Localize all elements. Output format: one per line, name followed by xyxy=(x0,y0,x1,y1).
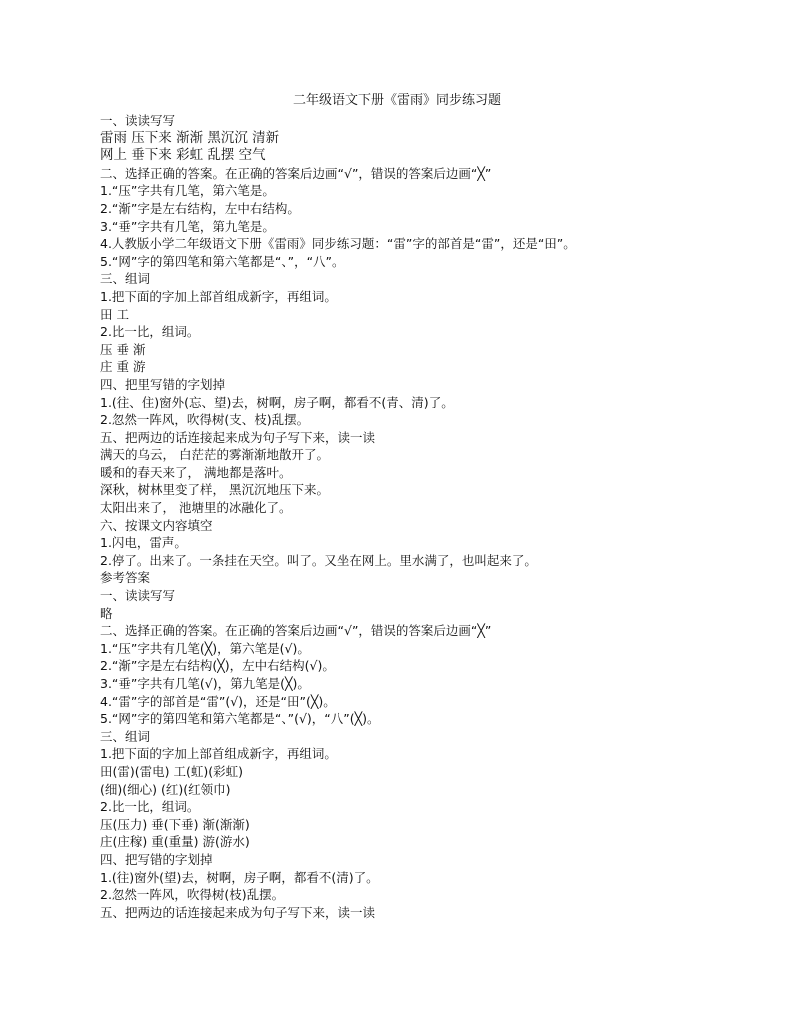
answer-line: 庄(庄稼) 重(重量) 游(游水) xyxy=(100,834,250,850)
question-line: 太阳出来了， 池塘里的冰融化了。 xyxy=(100,500,292,516)
document-body xyxy=(100,112,660,921)
section-heading: 二、选择正确的答案。在正确的答案后边画“√”，错误的答案后边画“╳” xyxy=(100,165,492,181)
question-line: 1.“压”字共有几笔，第六笔是。 xyxy=(100,183,275,199)
section-heading: 四、把里写错的字划掉 xyxy=(100,376,226,392)
word-list-line: 雷雨 压下来 渐渐 黑沉沉 清新 xyxy=(100,129,280,146)
question-line: 2.忽然一阵风，吹得树(支、枝)乱摆。 xyxy=(100,412,310,428)
answer-line: 田(雷)(雷电) 工(虹)(彩虹) xyxy=(100,763,243,779)
document-title: 二年级语文下册《雷雨》同步练习题 xyxy=(292,93,501,108)
answer-line: 2.比一比，组词。 xyxy=(100,799,200,815)
question-line: 4.人教版小学二年级语文下册《雷雨》同步练习题：“雷”字的部首是“雷”，还是“田”。 xyxy=(100,236,576,252)
answer-line: 1.“压”字共有几笔(╳)，第六笔是(√)。 xyxy=(100,640,310,656)
question-line: 庄 重 游 xyxy=(100,359,146,375)
answer-line: 略 xyxy=(100,605,113,621)
section-heading: 六、按课文内容填空 xyxy=(100,517,213,533)
answer-line: 2.忽然一阵风，吹得树(枝)乱摆。 xyxy=(100,887,285,903)
answer-line: (细)(细心) (红)(红领巾) xyxy=(100,781,231,797)
section-heading: 三、组词 xyxy=(100,728,151,744)
question-line: 深秋，树林里变了样， 黑沉沉地压下来。 xyxy=(100,482,329,498)
section-heading: 一、读读写写 xyxy=(100,588,176,604)
question-line: 压 垂 渐 xyxy=(100,341,146,357)
question-line: 2.“渐”字是左右结构，左中右结构。 xyxy=(100,200,300,216)
answer-line: 压(压力) 垂(下垂) 渐(渐渐) xyxy=(100,816,250,832)
section-heading: 三、组词 xyxy=(100,271,151,287)
question-line: 2.停了。出来了。一条挂在天空。叫了。又坐在网上。里水满了，也叫起来了。 xyxy=(100,552,537,568)
answer-line: 4.“雷”字的部首是“雷”(√)，还是“田”(╳)。 xyxy=(100,693,336,709)
section-heading: 一、读读写写 xyxy=(100,113,176,128)
answer-line: 1.把下面的字加上部首组成新字，再组词。 xyxy=(100,746,337,762)
question-line: 满天的乌云， 白茫茫的雾渐渐地散开了。 xyxy=(100,447,329,463)
question-line: 5.“网”字的第四笔和第六笔都是“、”，“八”。 xyxy=(100,253,345,269)
answer-line: 3.“垂”字共有几笔(√)，第九笔是(╳)。 xyxy=(100,676,310,691)
question-line: 暖和的春天来了， 满地都是落叶。 xyxy=(100,464,292,480)
section-heading: 四、把写错的字划掉 xyxy=(100,851,213,867)
question-line: 3.“垂”字共有几笔，第九笔是。 xyxy=(100,218,275,234)
question-line: 1.闪电，雷声。 xyxy=(100,535,187,551)
answer-line: 1.(往)窗外(望)去，树啊，房子啊，都看不(清)了。 xyxy=(100,869,379,885)
question-line: 1.(往、住)窗外(忘、望)去，树啊，房子啊，都看不(青、清)了。 xyxy=(100,394,454,410)
question-line: 2.比一比，组词。 xyxy=(100,324,200,340)
question-line: 1.把下面的字加上部首组成新字，再组词。 xyxy=(100,288,337,304)
answer-line: 5.“网”字的第四笔和第六笔都是“、”(√)，“八”(╳)。 xyxy=(100,711,380,727)
answer-line: 2.“渐”字是左右结构(╳)，左中右结构(√)。 xyxy=(100,658,335,674)
section-heading: 五、把两边的话连接起来成为句子写下来，读一读 xyxy=(100,429,376,445)
section-heading: 五、把两边的话连接起来成为句子写下来，读一读 xyxy=(100,904,376,920)
answer-key-heading: 参考答案 xyxy=(100,570,151,586)
word-list-line: 网上 垂下来 彩虹 乱摆 空气 xyxy=(100,147,266,164)
question-line: 田 工 xyxy=(100,306,129,322)
section-heading: 二、选择正确的答案。在正确的答案后边画“√”，错误的答案后边画“╳” xyxy=(100,623,492,639)
